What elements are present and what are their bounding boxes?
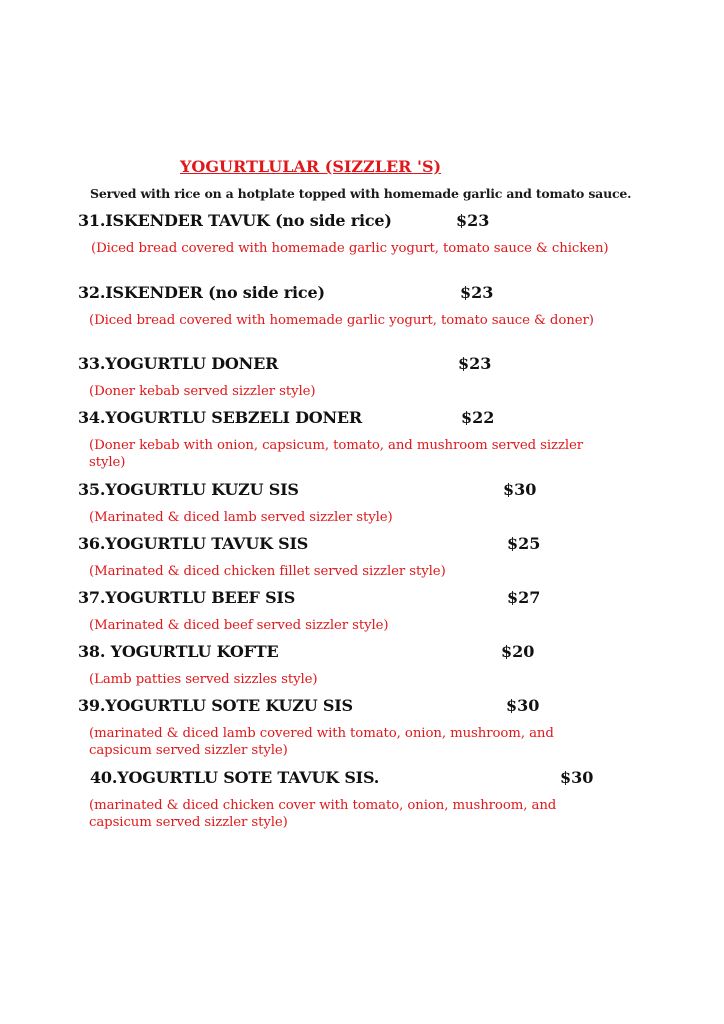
menu-item-name: 36.YOGURTLU TAVUK SIS	[78, 534, 309, 553]
menu-item-name: 31.ISKENDER TAVUK (no side rice)	[78, 211, 392, 230]
menu-item-description: (Marinated & diced beef served sizzler style)	[89, 618, 389, 633]
menu-item-description: (Doner kebab with onion, capsicum, tomato, and mushroom served sizzler style)	[89, 438, 584, 470]
menu-item-description: (Diced bread covered with homemade garlic yogurt, tomato sauce & chicken)	[91, 241, 609, 256]
menu-item-price: $27	[507, 588, 541, 607]
menu-item-price: $30	[506, 696, 540, 715]
menu-section-title: YOGURTLULAR (SIZZLER 'S)	[180, 157, 442, 176]
menu-item-description: (Lamb patties served sizzles style)	[89, 672, 318, 687]
menu-item-name: 34.YOGURTLU SEBZELI DONER	[78, 408, 363, 427]
menu-item-price: $23	[458, 354, 492, 373]
menu-section-subtitle: Served with rice on a hotplate topped with homemade garlic and tomato sauce.	[90, 186, 632, 201]
menu-item-description: (Marinated & diced lamb served sizzler style)	[89, 510, 393, 525]
menu-item-description: (marinated & diced chicken cover with tomato, onion, mushroom, and capsicum served sizzler style)	[89, 798, 557, 830]
menu-item-price: $25	[507, 534, 541, 553]
menu-item-name: 35.YOGURTLU KUZU SIS	[78, 480, 299, 499]
menu-item-price: $23	[456, 211, 490, 230]
menu-item-name: 38. YOGURTLU KOFTE	[78, 642, 279, 661]
menu-item-price: $22	[461, 408, 495, 427]
menu-item-description: (Marinated & diced chicken fillet served sizzler style)	[89, 564, 446, 579]
menu-item-name: 40.YOGURTLU SOTE TAVUK SIS.	[90, 768, 380, 787]
menu-item-price: $23	[460, 283, 494, 302]
menu-item-price: $30	[560, 768, 594, 787]
menu-item-name: 39.YOGURTLU SOTE KUZU SIS	[78, 696, 353, 715]
menu-item-description: (marinated & diced lamb covered with tomato, onion, mushroom, and capsicum served sizzler style)	[89, 726, 554, 758]
menu-item-description: (Doner kebab served sizzler style)	[89, 384, 316, 399]
menu-item-name: 32.ISKENDER (no side rice)	[78, 283, 325, 302]
menu-item-name: 33.YOGURTLU DONER	[78, 354, 279, 373]
menu-item-price: $30	[503, 480, 537, 499]
menu-item-price: $20	[501, 642, 535, 661]
menu-item-name: 37.YOGURTLU BEEF SIS	[78, 588, 296, 607]
menu-item-description: (Diced bread covered with homemade garlic yogurt, tomato sauce & doner)	[89, 313, 594, 328]
